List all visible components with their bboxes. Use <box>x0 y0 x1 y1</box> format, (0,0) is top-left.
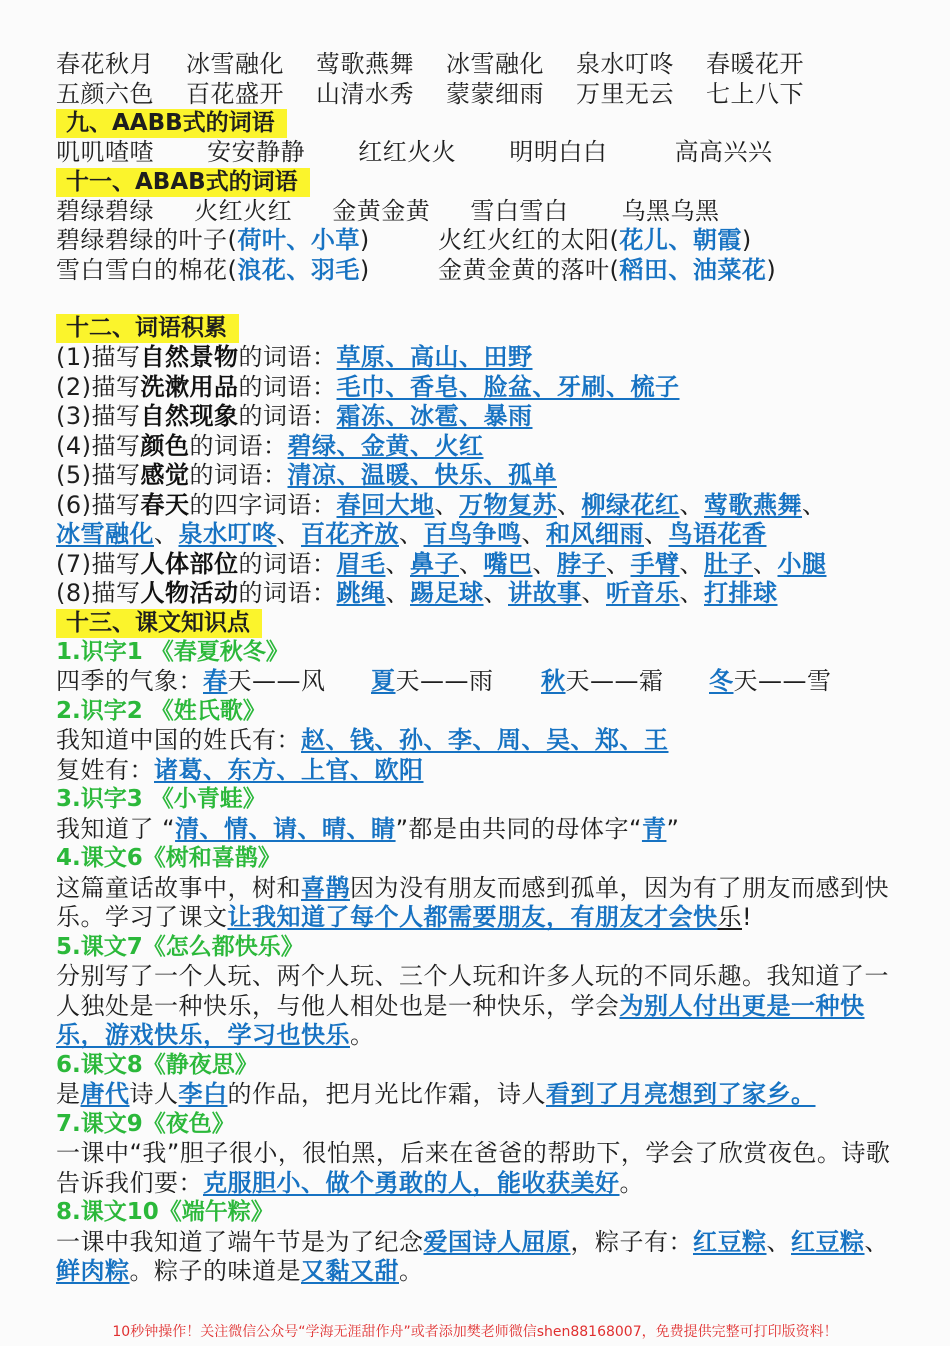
lesson-text <box>56 756 906 786</box>
lesson-answer: 红豆粽 <box>791 1227 865 1256</box>
lesson-title: 2.识字2 《姓氏歌》 <box>56 697 266 724</box>
separator: 、 <box>483 579 508 607</box>
lesson-title: 8.课文10《端午粽》 <box>56 1199 274 1225</box>
lesson-answer: 红豆粽 <box>693 1227 767 1256</box>
example-answer: 荷叶、小草 <box>237 226 360 254</box>
vocab-answer: 碧绿、金黄、火红 <box>287 431 484 460</box>
example-text: 金黄金黄的落叶( <box>438 255 620 284</box>
aabb-word-row <box>56 138 906 168</box>
separator: 、 <box>154 520 179 548</box>
lesson-answer: 克服胆小、做个勇敢的人，能收获美好 <box>203 1168 620 1197</box>
example-text: ) <box>359 255 370 284</box>
lesson-text-part: 复姓有： <box>56 755 154 784</box>
season: 冬 <box>709 667 734 695</box>
vocab-label: 的词语： <box>238 402 337 430</box>
separator: 、 <box>644 520 669 548</box>
example-text: 雪白雪白的棉花( <box>56 255 238 284</box>
lesson-answer: 让我知道了每个人都需要朋友，有朋友才会快 <box>227 903 718 931</box>
example-text: ) <box>766 255 777 284</box>
vocab-key: 感觉 <box>140 461 190 489</box>
vocab-answer: 嘴巴 <box>483 549 533 578</box>
vocab-item <box>56 461 906 491</box>
word: 五颜六色 <box>56 79 154 108</box>
lesson-paragraph <box>56 874 906 933</box>
lesson-text-part: 。 <box>619 1168 644 1197</box>
vocab-answer: 柳绿花红 <box>581 490 680 519</box>
separator: 、 <box>581 579 606 607</box>
word: 叽叽喳喳 <box>56 138 154 166</box>
separator: 、 <box>802 490 827 519</box>
vocab-label: 的词语： <box>189 461 288 489</box>
lesson-text-part: ! <box>742 903 753 931</box>
vocab-answer: 脖子 <box>557 549 606 578</box>
word: 冰雪融化 <box>186 50 284 78</box>
word: 乌黑乌黑 <box>621 196 720 225</box>
example-answer: 稻田、油菜花 <box>619 255 767 284</box>
vocab-answer: 跳绳 <box>336 579 386 607</box>
lesson-title: 6.课文8《静夜思》 <box>56 1051 258 1078</box>
vocab-answer: 冰雪融化 <box>56 520 154 548</box>
vocab-item <box>56 373 906 403</box>
lesson-text-part: ，粽子有： <box>570 1227 693 1256</box>
vocab-answer: 小腿 <box>777 549 827 578</box>
lesson-text <box>56 726 906 756</box>
season: 秋 <box>541 667 566 695</box>
word: 春花秋月 <box>56 50 154 78</box>
season: 夏 <box>371 667 396 695</box>
lesson-text-part: 。 <box>399 1257 424 1285</box>
vocab-label: 的词语： <box>238 579 337 607</box>
vocab-label: (3)描写 <box>56 402 141 430</box>
vocab-label: (4)描写 <box>56 431 141 460</box>
section-heading-aabb: 九、AABB式的词语 <box>56 109 287 138</box>
lesson-text-part: 一课中“我”胆子很小，很怕黑，后来在爸爸的帮助下，学会了欣赏夜色。诗歌告诉我们要： <box>56 1139 891 1197</box>
vocab-key: 自然景物 <box>140 343 239 371</box>
lesson-text-part: 乐 <box>717 903 742 931</box>
lesson-text-part: 、 <box>864 1227 889 1256</box>
word: 明明白白 <box>509 138 608 166</box>
lesson-text <box>56 815 906 845</box>
vocab-answer: 鸟语花香 <box>668 520 767 548</box>
lesson-answer: 喜鹊 <box>301 873 350 902</box>
word: 红红火火 <box>358 138 457 166</box>
lesson-answer: 又黏又甜 <box>301 1257 399 1285</box>
lesson-paragraph <box>56 962 906 1051</box>
lesson-answer: 青 <box>641 814 667 843</box>
lesson-text-part: 因为没有朋友而感到孤单，因为有了朋友而感到快乐。学习了课文 <box>56 873 889 931</box>
vocab-key: 人物活动 <box>140 579 239 607</box>
vocab-label: (2)描写 <box>56 372 141 401</box>
season: 春 <box>203 667 228 695</box>
lesson-text-part: 一课中我知道了端午节是为了纪念 <box>56 1227 424 1256</box>
word-row-1 <box>56 50 906 80</box>
vocab-key: 颜色 <box>140 431 190 460</box>
vocab-answer: 和风细雨 <box>546 520 644 548</box>
vocab-answer: 百鸟争鸣 <box>423 520 522 548</box>
lesson-text-part: 分别写了一个人玩、两个人玩、三个人玩和许多人玩的不同乐趣。我知道了一人独处是一种快乐，与他人相处也是一种快乐，学会 <box>56 962 889 1020</box>
vocab-label: (5)描写 <box>56 461 141 489</box>
lesson-answer: 为别人付出更是一种快乐，游戏快乐，学习也快乐 <box>56 991 865 1049</box>
vocab-answer: 眉毛 <box>336 549 386 578</box>
separator: 、 <box>679 579 704 607</box>
separator: 、 <box>532 549 557 578</box>
lesson-title: 3.识字3 《小青蛙》 <box>56 786 266 812</box>
vocab-key: 洗漱用品 <box>140 372 239 401</box>
separator: 、 <box>276 520 301 548</box>
word: 高高兴兴 <box>674 138 773 166</box>
separator: 、 <box>679 490 704 519</box>
separator: 、 <box>459 549 484 578</box>
lesson-text-part: 、 <box>766 1227 791 1256</box>
vocab-answer: 听音乐 <box>606 579 680 607</box>
worksheet-page <box>56 50 906 1287</box>
vocab-label: (7)描写 <box>56 549 141 578</box>
vocab-answer: 草原、高山、田野 <box>336 343 533 371</box>
vocab-answer: 毛巾、香皂、脸盆、牙刷、梳子 <box>336 372 680 401</box>
separator: 、 <box>434 490 459 519</box>
vocab-answer: 踢足球 <box>410 579 484 607</box>
separator: 、 <box>399 520 424 548</box>
example-answer: 浪花、羽毛 <box>237 255 360 284</box>
lesson-answer: 爱国诗人屈原 <box>423 1227 571 1256</box>
vocab-answer: 讲故事 <box>508 579 582 607</box>
word: 山清水秀 <box>316 79 414 108</box>
vocab-answer: 手臂 <box>630 549 680 578</box>
lesson-text-part: 我知道中国的姓氏有： <box>56 726 301 754</box>
lesson-title: 5.课文7《怎么都快乐》 <box>56 933 304 960</box>
lesson-answer: 清、情、请、晴、睛 <box>175 814 396 843</box>
vocab-label: 的词语： <box>189 431 288 460</box>
word: 火红火红 <box>194 196 293 225</box>
vocab-answer: 打排球 <box>704 579 778 607</box>
lesson-text-part: 是 <box>56 1080 81 1108</box>
example-text: 碧绿碧绿的叶子( <box>56 226 238 254</box>
vocab-answer: 万物复苏 <box>459 490 557 519</box>
vocab-label: (6)描写 <box>56 490 141 519</box>
lesson-answer: 鲜肉粽 <box>56 1257 130 1285</box>
section-heading-abab: 十一、ABAB式的词语 <box>56 168 310 197</box>
word: 蒙蒙细雨 <box>446 79 544 108</box>
vocab-answer: 肚子 <box>704 549 753 578</box>
vocab-answer: 霜冻、冰雹、暴雨 <box>336 402 533 430</box>
lesson-answer: 诸葛、东方、上官、欧阳 <box>154 755 424 784</box>
vocab-label: (1)描写 <box>56 343 141 371</box>
word: 百花盛开 <box>186 79 284 108</box>
vocab-answer: 春回大地 <box>336 490 435 519</box>
vocab-key: 自然现象 <box>140 402 239 430</box>
word: 莺歌燕舞 <box>316 50 414 78</box>
vocab-label: 的词语： <box>238 372 337 401</box>
abab-example-row-2 <box>56 256 906 286</box>
vocab-key: 春天 <box>140 490 190 519</box>
vocab-item-body <box>56 550 906 580</box>
lesson-text-part: 的作品，把月光比作霜，诗人 <box>227 1080 546 1108</box>
lesson-text <box>56 667 906 697</box>
word: 碧绿碧绿 <box>56 196 154 225</box>
vocab-label: 的词语： <box>238 549 337 578</box>
lesson-title: 1.识字1 《春夏秋冬》 <box>56 638 289 665</box>
vocab-label: 的词语： <box>238 343 337 371</box>
vocab-item <box>56 343 906 373</box>
lesson-text <box>56 1080 906 1110</box>
lesson-paragraph <box>56 1139 906 1198</box>
separator: 、 <box>557 490 582 519</box>
vocab-label: (8)描写 <box>56 579 141 607</box>
lesson-text-part: ”都是由共同的母体字“ <box>395 814 642 843</box>
vocab-answer: 莺歌燕舞 <box>704 490 802 519</box>
vocab-label: 的四字词语： <box>189 490 337 519</box>
lesson-text-part: 这篇童话故事中，树和 <box>56 873 301 902</box>
vocab-answer: 鼻子 <box>410 549 459 578</box>
section-heading-vocab: 十二、词语积累 <box>56 314 239 343</box>
separator: 、 <box>385 549 410 578</box>
vocab-item <box>56 432 906 462</box>
lesson-text-part: 诗人 <box>129 1080 179 1108</box>
lesson-text-part: 我知道了 “ <box>56 814 176 843</box>
word: 雪白雪白 <box>470 196 569 225</box>
lesson-text-part: ” <box>666 814 680 843</box>
section-heading-lessons: 十三、课文知识点 <box>56 609 262 638</box>
vocab-key: 人体部位 <box>140 549 239 578</box>
lesson-title: 4.课文6《树和喜鹊》 <box>56 845 281 871</box>
weather: 天——风 <box>227 667 326 695</box>
weather: 天——雨 <box>395 667 494 695</box>
lesson-paragraph <box>56 1228 906 1287</box>
weather: 天——霜 <box>565 667 664 695</box>
example-text: ) <box>359 226 370 254</box>
weather: 天——雪 <box>733 667 832 695</box>
separator: 、 <box>753 549 778 578</box>
word: 春暖花开 <box>706 50 804 78</box>
lesson-text-part: 四季的气象： <box>56 667 203 695</box>
lesson-text-part: 。 <box>350 1021 375 1049</box>
lesson-title: 7.课文9《夜色》 <box>56 1110 235 1137</box>
separator: 、 <box>385 579 410 607</box>
lesson-answer: 赵、钱、孙、李、周、吴、郑、王 <box>301 726 669 754</box>
word: 万里无云 <box>576 79 674 108</box>
example-answer: 花儿、朝霞 <box>619 226 742 254</box>
separator: 、 <box>679 549 704 578</box>
word: 安安静静 <box>207 138 306 166</box>
lesson-text-part: 。粽子的味道是 <box>129 1257 301 1285</box>
word: 七上八下 <box>706 79 804 108</box>
abab-word-row <box>56 197 906 227</box>
example-text: 火红火红的太阳( <box>438 226 620 254</box>
vocab-item-activity <box>56 579 906 609</box>
vocab-item-spring <box>56 491 906 550</box>
word: 泉水叮咚 <box>576 50 674 78</box>
separator: 、 <box>606 549 631 578</box>
vocab-item <box>56 402 906 432</box>
lesson-answer: 李白 <box>178 1080 228 1108</box>
separator: 、 <box>521 520 546 548</box>
word: 金黄金黄 <box>332 196 431 225</box>
vocab-answer: 百花齐放 <box>301 520 399 548</box>
vocab-answer: 泉水叮咚 <box>178 520 277 548</box>
vocab-answer: 清凉、温暖、快乐、孤单 <box>287 461 557 489</box>
word: 冰雪融化 <box>446 50 544 78</box>
abab-example-row-1 <box>56 226 906 256</box>
lesson-answer: 看到了月亮想到了家乡。 <box>546 1080 816 1108</box>
footer-notice: 10秒钟操作！关注微信公众号“学海无涯甜作舟”或者添加樊老师微信shen88168007，免费提供完整可打印版资料！ <box>112 1324 838 1340</box>
word-row-2 <box>56 80 906 110</box>
lesson-answer: 唐代 <box>80 1080 130 1108</box>
example-text: ) <box>741 226 752 254</box>
